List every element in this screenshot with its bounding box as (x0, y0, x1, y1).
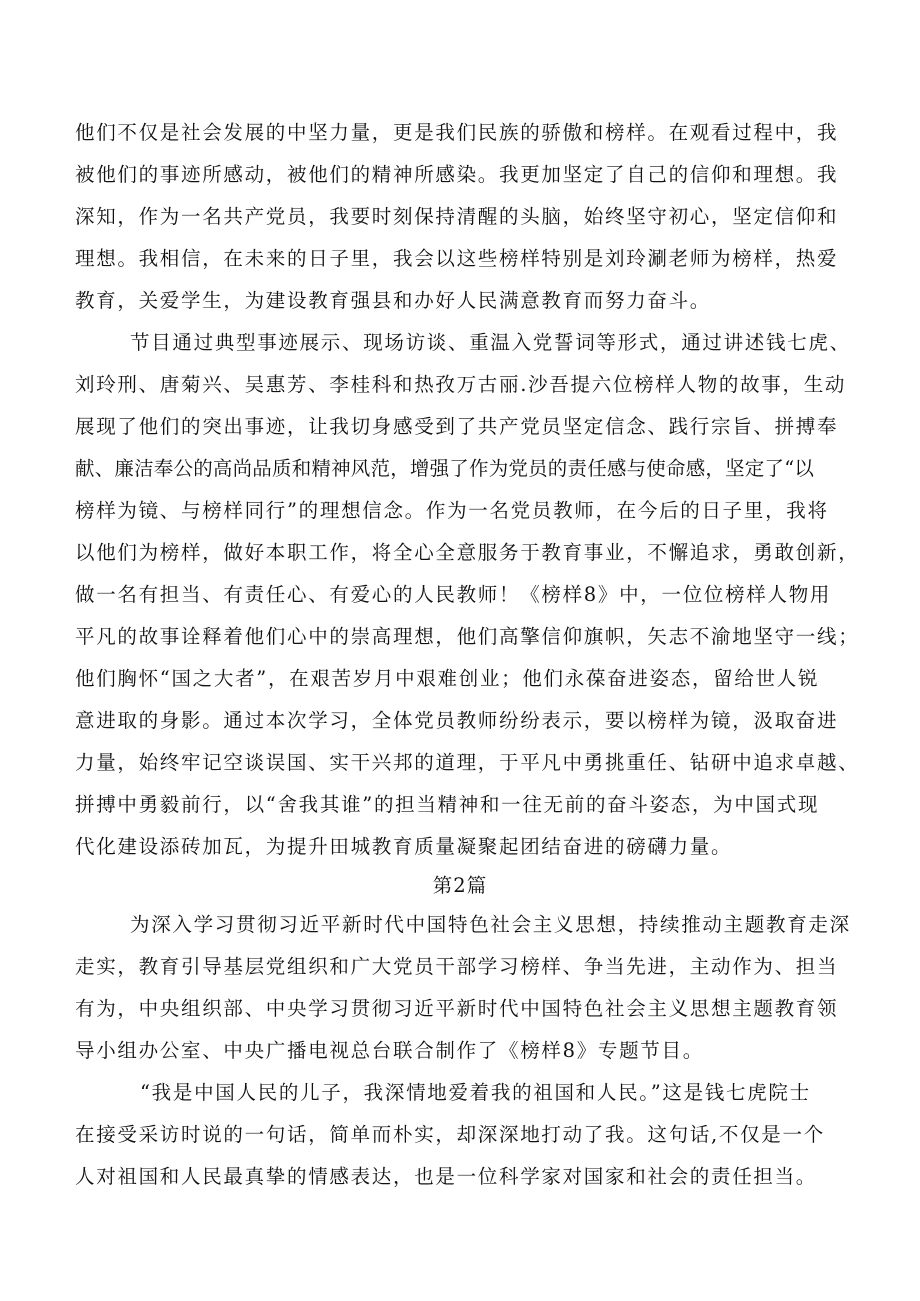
text-line: 刘玲刑、唐菊兴、吴惠芳、李桂科和热孜万古丽.沙吾提六位榜样人物的故事，生动 (75, 373, 847, 396)
text-line: 拼搏中勇毅前行，以“舍我其谁”的担当精神和一往无前的奋斗姿态，为中国式现 (75, 793, 820, 816)
text-line: 理想。我相信，在未来的日子里，我会以这些榜样特别是刘玲涮老师为榜样，热爱 (75, 247, 839, 270)
text-line: 导小组办公室、中央广播电视总台联合制作了《榜样8》专题节目。 (75, 1039, 704, 1062)
text-line: 在接受采访时说的一句话，简单而朴实，却深深地打动了我。这句话,不仅是一个 (75, 1123, 825, 1146)
text-line: 被他们的事迹所感动，被他们的精神所感染。我更加坚定了自己的信仰和理想。我 (75, 163, 839, 186)
text-line: 以他们为榜样，做好本职工作，将全心全意服务于教育事业，不懈追求，勇敢创新， (75, 541, 860, 564)
text-line: 为深入学习贯彻习近平新时代中国特色社会主义思想，持续推动主题教育走深 (130, 913, 851, 936)
text-line: 人对祖国和人民最真挚的情感表达，也是一位科学家对国家和社会的责任担当。 (75, 1165, 818, 1188)
text-line: 展现了他们的突出事迹，让我切身感受到了共产党员坚定信念、践行宗旨、拼搏奉 (75, 415, 839, 438)
text-line: 平凡的故事诠释着他们心中的崇高理想，他们高擎信仰旗帜，矢志不渝地坚守一线； (75, 625, 860, 648)
text-line: 代化建设添砖加瓦，为提升田城教育质量凝聚起团结奋进的磅礴力量。 (75, 835, 733, 858)
text-line: 做一名有担当、有责任心、有爱心的人民教师！《榜样8》中，一位位榜样人物用 (75, 583, 832, 606)
text-line: 力量，始终牢记空谈误国、实干兴邦的道理，于平凡中勇挑重任、钻研中追求卓越、 (75, 751, 860, 774)
text-line: 有为，中央组织部、中央学习贯彻习近平新时代中国特色社会主义思想主题教育领 (75, 997, 839, 1020)
text-line: 节目通过典型事迹展示、现场访谈、重温入党誓词等形式，通过讲述钱七虎、 (130, 331, 851, 354)
text-line: 深知，作为一名共产党员，我要时刻保持清醒的头脑，始终坚守初心，坚定信仰和 (75, 205, 839, 228)
text-line: 意进取的身影。通过本次学习，全体党员教师纷纷表示，要以榜样为镜，汲取奋进 (75, 709, 839, 732)
text-line: 走实，教育引导基层党组织和广大党员干部学习榜样、争当先进，主动作为、担当 (75, 955, 839, 978)
text-line: 榜样为镜、与榜样同行”的理想信念。作为一名党员教师，在今后的日子里，我将 (75, 499, 829, 522)
section-heading: 第2篇 (432, 874, 488, 897)
text-line: “我是中国人民的儿子，我深情地爱着我的祖国和人民。”这是钱七虎院士 (140, 1081, 811, 1104)
text-line: 他们不仅是社会发展的中坚力量，更是我们民族的骄傲和榜样。在观看过程中，我 (75, 121, 839, 144)
text-line: 他们胸怀“国之大者”，在艰苦岁月中艰难创业；他们永葆奋进姿态，留给世人锐 (75, 667, 820, 690)
text-line: 献、廉洁奉公的高尚品质和精神风范，增强了作为党员的责任感与使命感，坚定了“以 (75, 457, 815, 480)
text-line: 教育，关爱学生，为建设教育强县和办好人民满意教育而努力奋斗。 (75, 289, 712, 312)
